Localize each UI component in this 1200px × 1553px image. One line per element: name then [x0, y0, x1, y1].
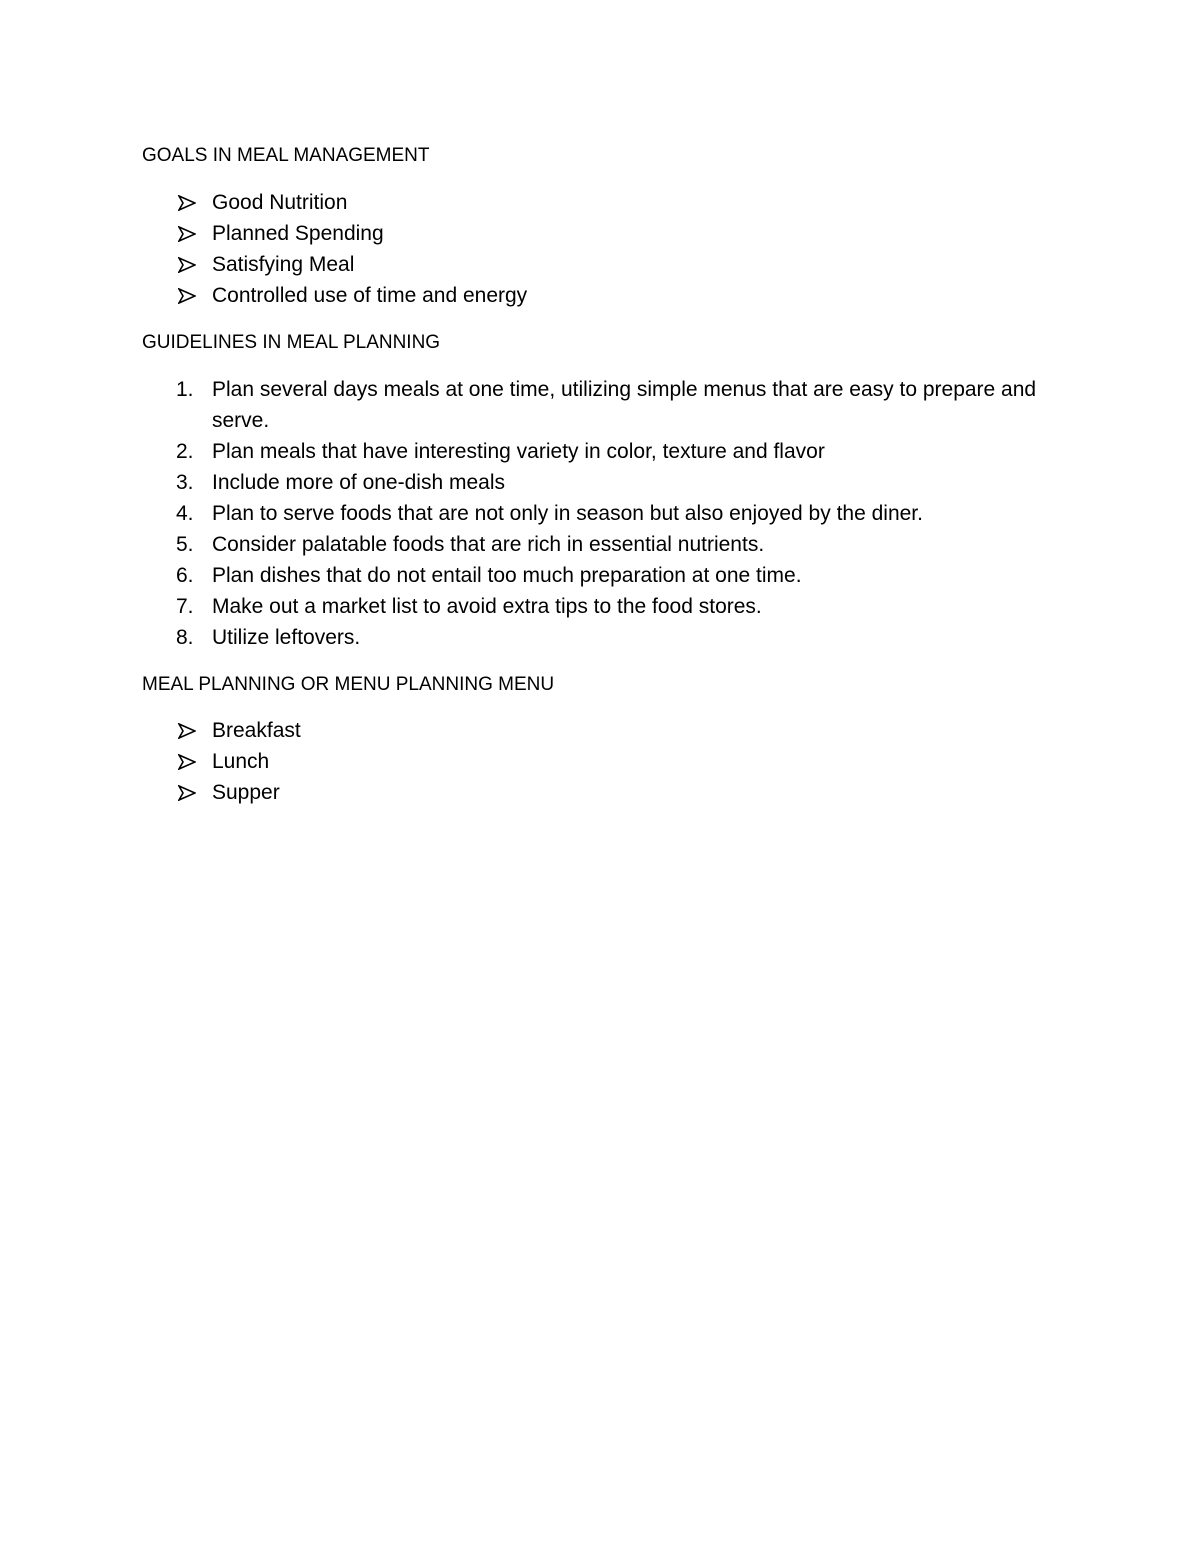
list-item: [0, 498, 1200, 529]
list-item: [0, 187, 1200, 218]
menu-heading: MEAL PLANNING OR MENU PLANNING MENU: [142, 674, 555, 695]
guideline-item-text: Plan to serve foods that are not only in season but also enjoyed by the diner.: [212, 502, 923, 525]
goals-heading: GOALS IN MEAL MANAGEMENT: [142, 145, 430, 166]
list-item: [0, 280, 1200, 311]
guideline-item-text: Consider palatable foods that are rich in essential nutrients.: [212, 533, 765, 556]
arrowhead-bullet-icon: [176, 218, 206, 249]
list-number: 2.: [176, 440, 194, 463]
list-number: 3.: [176, 471, 194, 494]
list-item-continuation: [0, 405, 1200, 436]
list-item: [0, 746, 1200, 777]
goal-item-text: Planned Spending: [212, 222, 384, 245]
list-item: [0, 560, 1200, 591]
arrowhead-bullet-icon: [176, 715, 206, 746]
list-number: 6.: [176, 564, 194, 587]
list-item: [0, 622, 1200, 653]
arrowhead-bullet-icon: [176, 280, 206, 311]
guideline-item-text: Include more of one-dish meals: [212, 471, 505, 494]
arrowhead-bullet-icon: [176, 777, 206, 808]
list-number: 8.: [176, 626, 194, 649]
list-number: 1.: [176, 378, 194, 401]
guideline-item-text: Plan dishes that do not entail too much preparation at one time.: [212, 564, 802, 587]
menu-item-text: Lunch: [212, 750, 270, 773]
guidelines-heading: GUIDELINES IN MEAL PLANNING: [142, 332, 441, 353]
list-number: 7.: [176, 595, 194, 618]
arrowhead-bullet-icon: [176, 249, 206, 280]
list-item: [0, 374, 1200, 405]
goal-item-text: Good Nutrition: [212, 191, 348, 214]
list-item: [0, 249, 1200, 280]
guideline-item-text: Utilize leftovers.: [212, 626, 361, 649]
list-item: [0, 777, 1200, 808]
goal-item-text: Controlled use of time and energy: [212, 284, 528, 307]
list-number: 4.: [176, 502, 194, 525]
goal-item-text: Satisfying Meal: [212, 253, 355, 276]
list-number: 5.: [176, 533, 194, 556]
arrowhead-bullet-icon: [176, 187, 206, 218]
list-item: [0, 218, 1200, 249]
list-item: [0, 436, 1200, 467]
menu-item-text: Breakfast: [212, 719, 301, 742]
list-item: [0, 591, 1200, 622]
list-item: [0, 529, 1200, 560]
arrowhead-bullet-icon: [176, 746, 206, 777]
guideline-item-text: Make out a market list to avoid extra tips to the food stores.: [212, 595, 762, 618]
list-item: [0, 467, 1200, 498]
guideline-item-text: Plan meals that have interesting variety in color, texture and flavor: [212, 440, 825, 463]
guideline-item-text: Plan several days meals at one time, utilizing simple menus that are easy to prepare and: [212, 378, 1037, 401]
guideline-item-text: serve.: [212, 409, 270, 432]
list-item: [0, 715, 1200, 746]
menu-item-text: Supper: [212, 781, 280, 804]
